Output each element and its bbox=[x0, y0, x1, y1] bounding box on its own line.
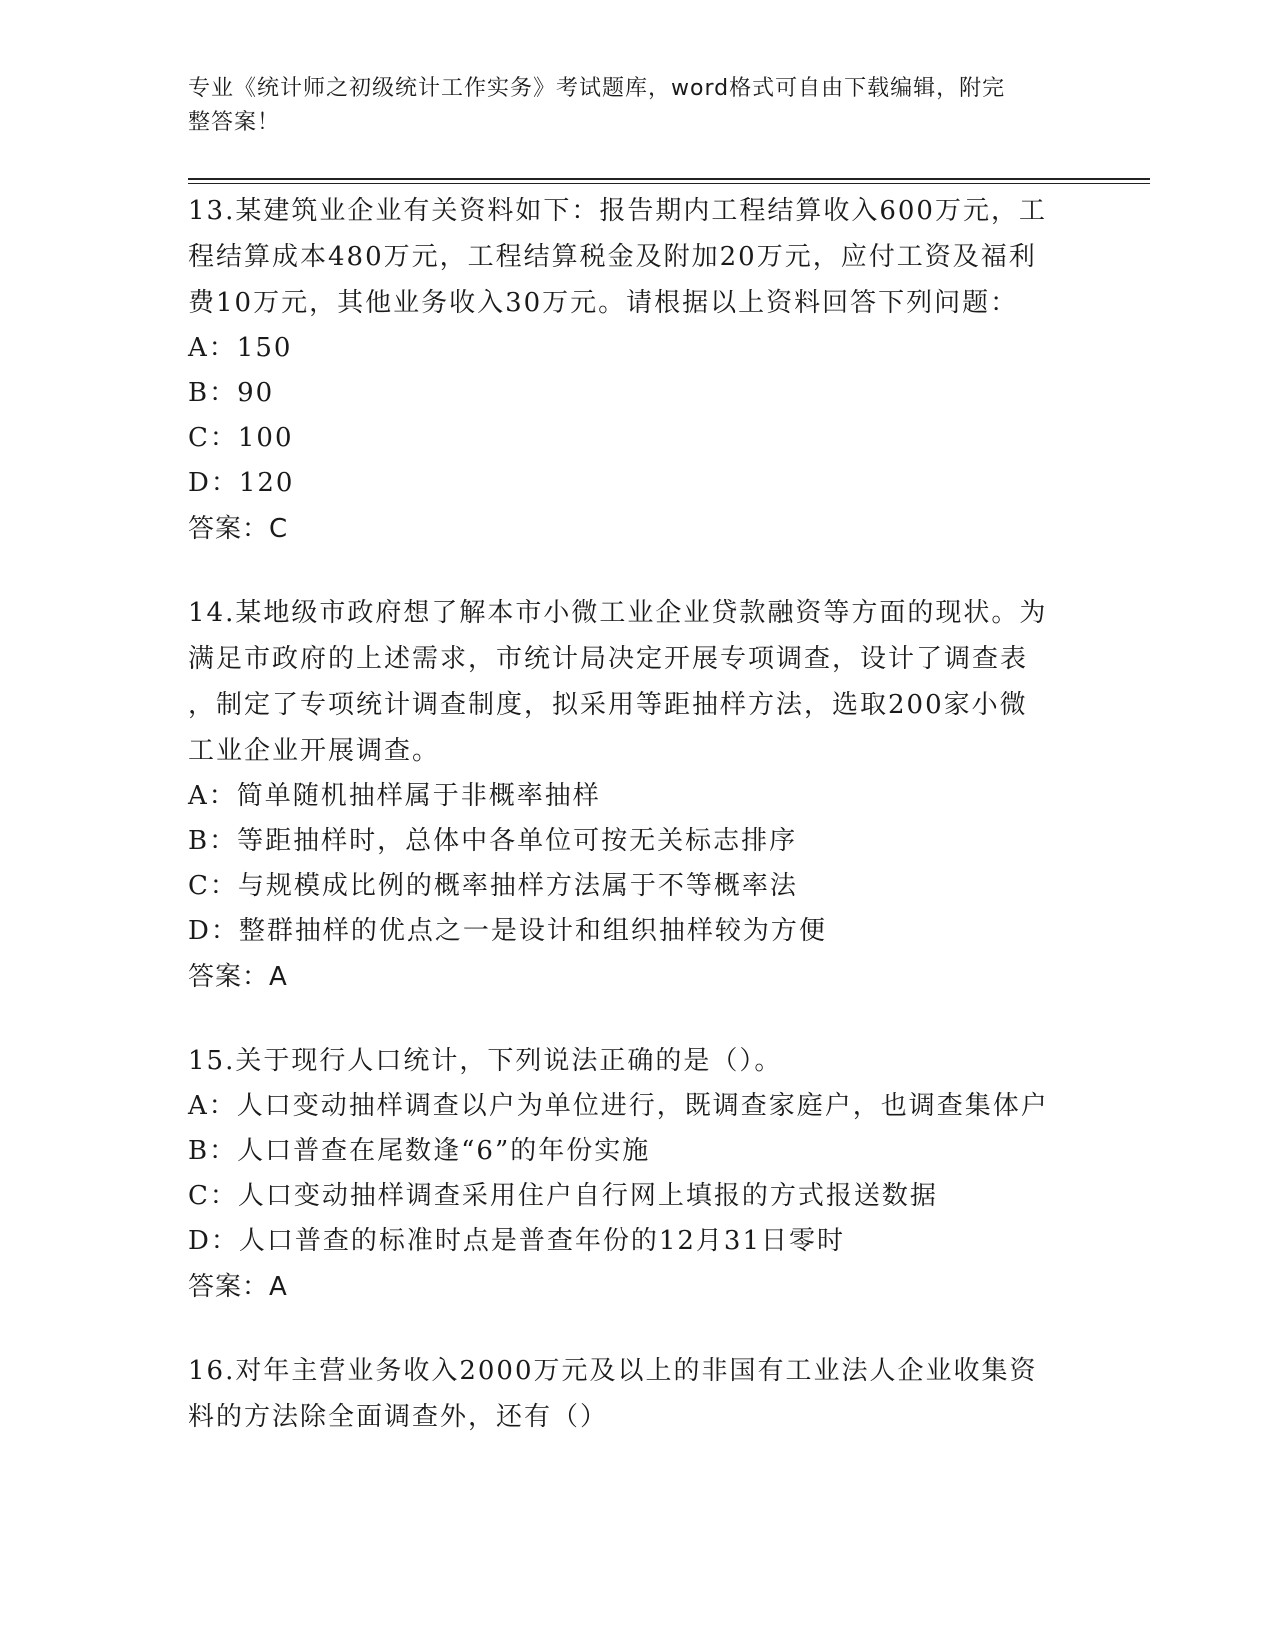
header-line: 专业《统计师之初级统计工作实务》考试题库，word格式可自由下载编辑，附完 bbox=[188, 76, 1006, 101]
option-d: D：120 bbox=[188, 468, 295, 498]
option-a: A：150 bbox=[188, 333, 293, 363]
document-header bbox=[188, 72, 1068, 140]
stem-line: 16.对年主营业务收入2000万元及以上的非国有工业法人企业收集资 bbox=[188, 1356, 1038, 1386]
stem-line: 14.某地级市政府想了解本市小微工业企业贷款融资等方面的现状。为 bbox=[188, 598, 1048, 628]
header-line: 整答案！ bbox=[188, 110, 281, 135]
question-13 bbox=[188, 188, 1088, 552]
question-15 bbox=[188, 1038, 1088, 1310]
question-stem bbox=[188, 590, 1088, 774]
question-14 bbox=[188, 590, 1088, 1000]
answer: 答案：C bbox=[188, 514, 289, 544]
option-b: B：人口普查在尾数逢“6”的年份实施 bbox=[188, 1136, 651, 1166]
stem-line: ，制定了专项统计调查制度，拟采用等距抽样方法，选取200家小微 bbox=[188, 690, 1028, 720]
option-c: C：人口变动抽样调查采用住户自行网上填报的方式报送数据 bbox=[188, 1181, 938, 1211]
stem-line: 满足市政府的上述需求，市统计局决定开展专项调查，设计了调查表 bbox=[188, 644, 1029, 674]
option-c: C：与规模成比例的概率抽样方法属于不等概率法 bbox=[188, 871, 798, 901]
header-divider bbox=[188, 178, 1150, 184]
answer: 答案：A bbox=[188, 962, 288, 992]
option-a: A：人口变动抽样调查以户为单位进行，既调查家庭户，也调查集体户 bbox=[188, 1091, 1049, 1121]
option-c: C：100 bbox=[188, 423, 294, 453]
question-stem bbox=[188, 1038, 1088, 1084]
option-d: D：人口普查的标准时点是普查年份的12月31日零时 bbox=[188, 1226, 846, 1256]
stem-line: 13.某建筑业企业有关资料如下：报告期内工程结算收入600万元，工 bbox=[188, 196, 1047, 226]
question-16 bbox=[188, 1348, 1088, 1440]
option-a: A：简单随机抽样属于非概率抽样 bbox=[188, 781, 601, 811]
stem-line: 工业企业开展调查。 bbox=[188, 736, 441, 766]
stem-line: 费10万元，其他业务收入30万元。请根据以上资料回答下列问题： bbox=[188, 288, 1019, 318]
answer: 答案：A bbox=[188, 1272, 288, 1302]
option-b: B：等距抽样时，总体中各单位可按无关标志排序 bbox=[188, 826, 798, 856]
question-stem bbox=[188, 188, 1088, 326]
stem-line: 料的方法除全面调查外，还有（） bbox=[188, 1402, 609, 1432]
option-b: B：90 bbox=[188, 378, 275, 408]
stem-line: 程结算成本480万元，工程结算税金及附加20万元，应付工资及福利 bbox=[188, 242, 1037, 272]
option-d: D：整群抽样的优点之一是设计和组织抽样较为方便 bbox=[188, 916, 827, 946]
question-list bbox=[188, 188, 1088, 1478]
stem-line: 15.关于现行人口统计，下列说法正确的是（）。 bbox=[188, 1046, 783, 1076]
question-stem bbox=[188, 1348, 1088, 1440]
